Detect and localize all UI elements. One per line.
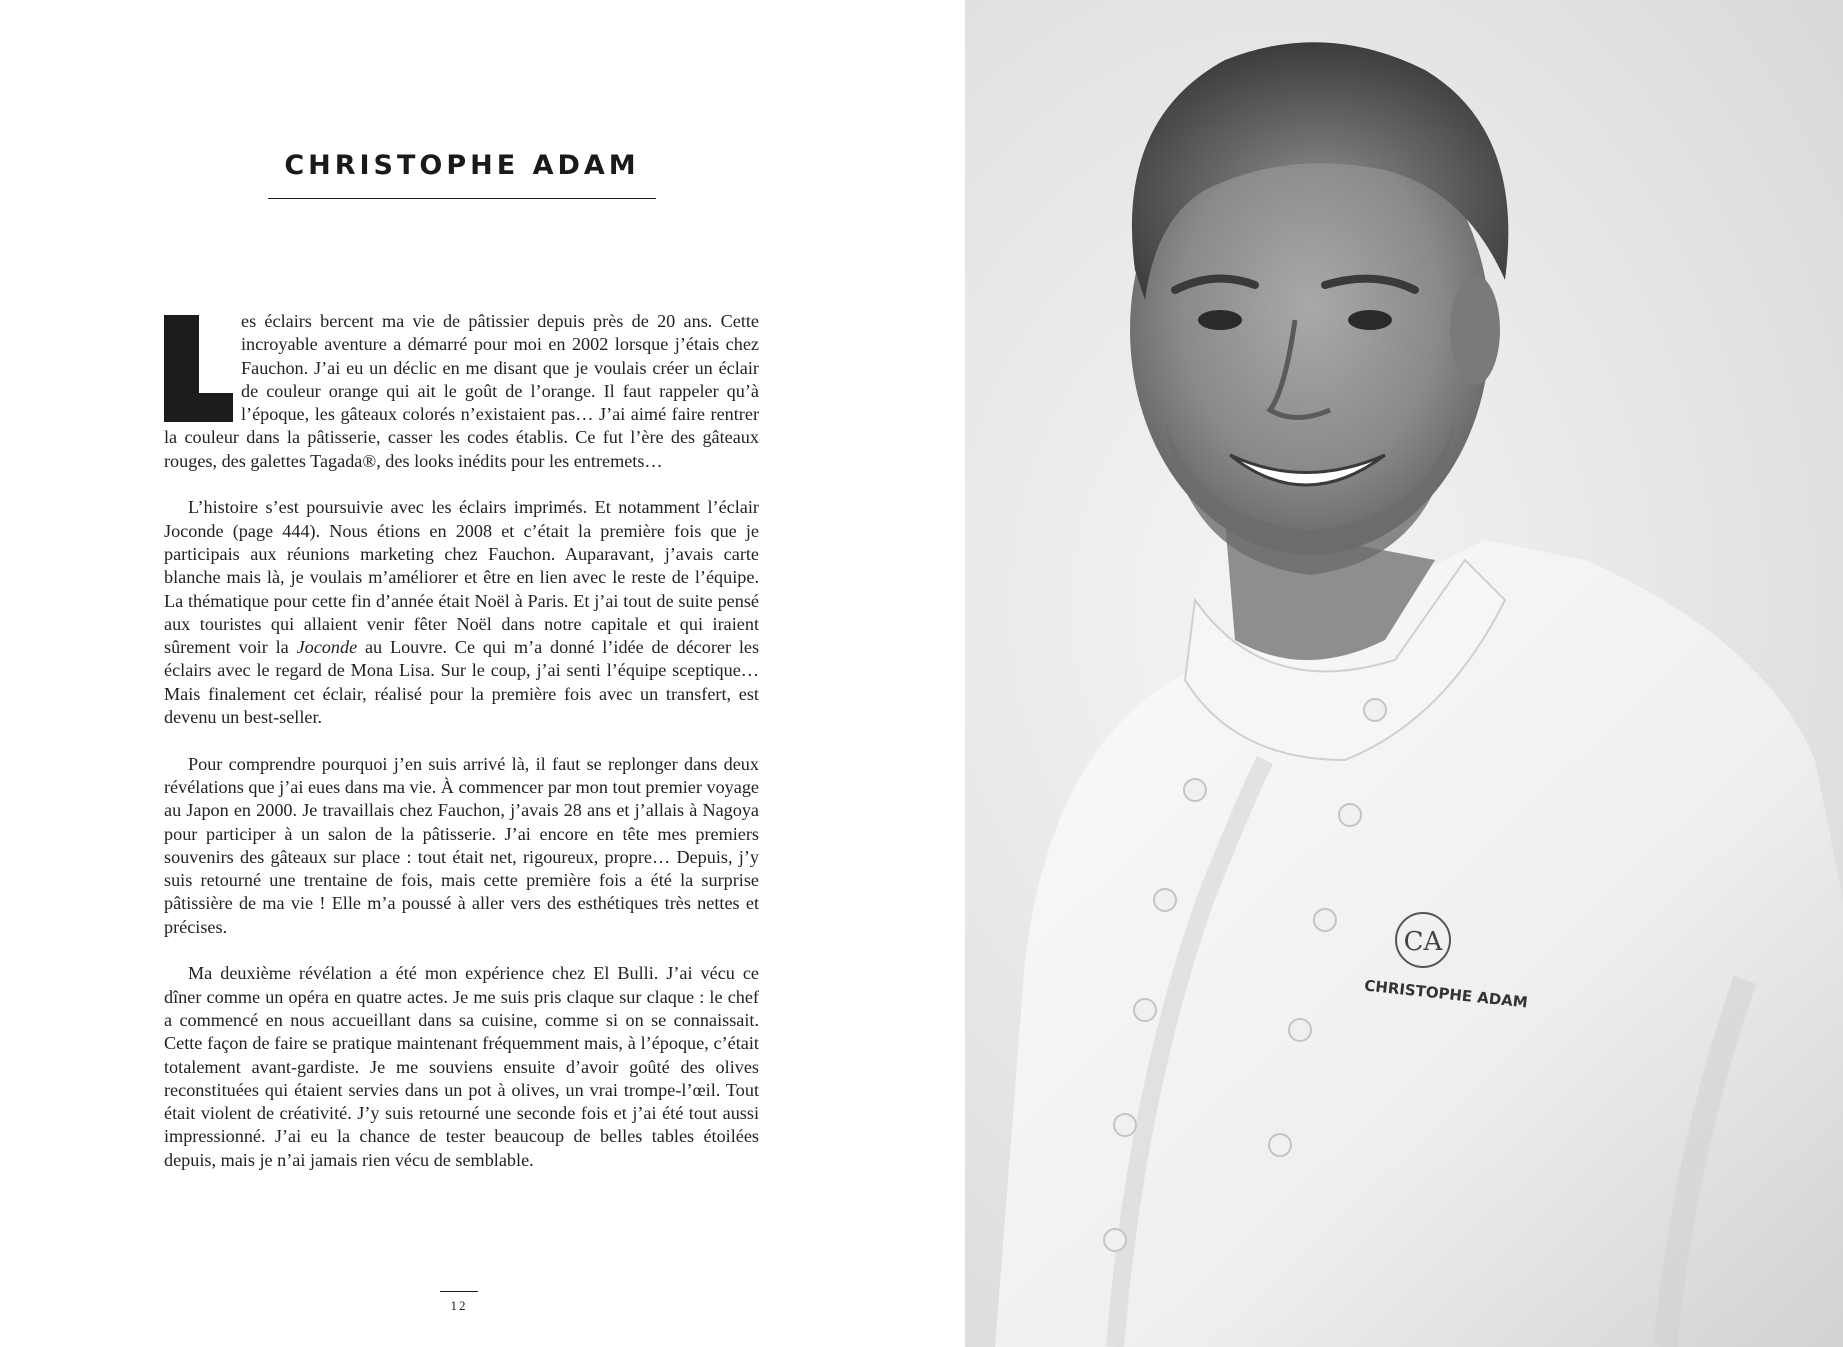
folio-rule — [440, 1291, 478, 1292]
paragraph-2-text-b: au Louvre. Ce qui m’a donné l’idée de décorer les éclairs avec le regard de Mona Lisa. Sur le coup, j’ai senti l’équipe sceptique… Mais finalement cet éclair, réalisé pour la première fois avec un transfert, est devenu un best-seller. — [164, 637, 760, 728]
page-title: CHRISTOPHE ADAM — [284, 150, 640, 181]
title-underline — [268, 198, 656, 199]
paragraph-2 — [164, 496, 759, 729]
portrait-illustration — [965, 0, 1843, 1347]
page-number: 12 — [450, 1298, 468, 1313]
paragraph-1 — [164, 310, 759, 473]
logo-monogram: CA — [1403, 927, 1443, 957]
paragraph-1-text: es éclairs bercent ma vie de pâtissier depuis près de 20 ans. Cette incroyable aventure a démarré pour moi en 2002 lorsque j’étais chez Fauchon. J’ai eu un déclic en me disant que je voulais créer un éclair de couleur orange qui ait le goût de l’orange. Il faut rappeler qu’à l’époque, les gâteaux colorés n’existaient pas… J’ai aimé faire rentrer la couleur dans la pâtisserie, casser les codes établis. Ce fut l’ère des gâteaux rouges, des galettes Tagada®, des looks inédits pour les entremets… — [164, 311, 759, 471]
dropcap-letter — [164, 315, 233, 422]
paragraph-3: Pour comprendre pourquoi j’en suis arrivé là, il faut se replonger dans deux révélations que j’ai eues dans ma vie. À commencer par mon tout premier voyage au Japon en 2000. Je travaillais chez Fauchon, j’avais 28 ans et j’allais à Nagoya pour participer à un salon de la pâtisserie. J’ai encore en tête mes premiers souvenirs des gâteaux sur place : tout était net, rigoureux, propre… Depuis, j’y suis retourné une trentaine de fois, mais cette première fois a été la surprise pâtissière de ma vie ! Elle m’a poussé à aller vers des esthétiques très nettes et précises. — [164, 753, 759, 937]
paragraph-4: Ma deuxième révélation a été mon expérience chez El Bulli. J’ai vécu ce dîner comme un opéra en quatre actes. Je me suis pris claque sur claque : le chef a commencé en nous accueillant dans sa cuisine, comme si on se connaissait. Cette façon de faire se pratique maintenant fréquemment mais, à l’époque, c’était totalement avant-gardiste. Je me souviens ensuite d’avoir goûté des olives reconstituées qui étaient servies dans un pot à olives, un vrai trompe-l’œil. Tout était violent de créativité. J’y suis retourné une seconde fois et j’ai été tout aussi impressionné. J’ai eu la chance de tester beaucoup de belles tables étoilées depuis, mais je n’ai jamais rien vécu de semblable. — [164, 963, 759, 1170]
paragraph-2-text-a: L’histoire s’est poursuivie avec les éclairs imprimés. Et notamment l’éclair Joconde (page 444). Nous étions en 2008 et c’était la première fois que je participais aux réunions marketing chez Fauchon. Auparavant, j’avais carte blanche mais là, je voulais m’améliorer et être en lien avec le reste de l’équipe. La thématique pour cette fin d’année était Noël à Paris. Et j’ai tout de suite pensé aux touristes qui allaient venir fêter Noël dans notre capitale et qui iraient sûrement voir la — [164, 497, 759, 658]
chef-portrait-photo — [965, 0, 1843, 1347]
italic-joconde: Joconde — [296, 637, 358, 658]
article-body — [164, 310, 759, 1195]
jacket-embroidery: CHRISTOPHE ADAM — [1363, 976, 1529, 1012]
